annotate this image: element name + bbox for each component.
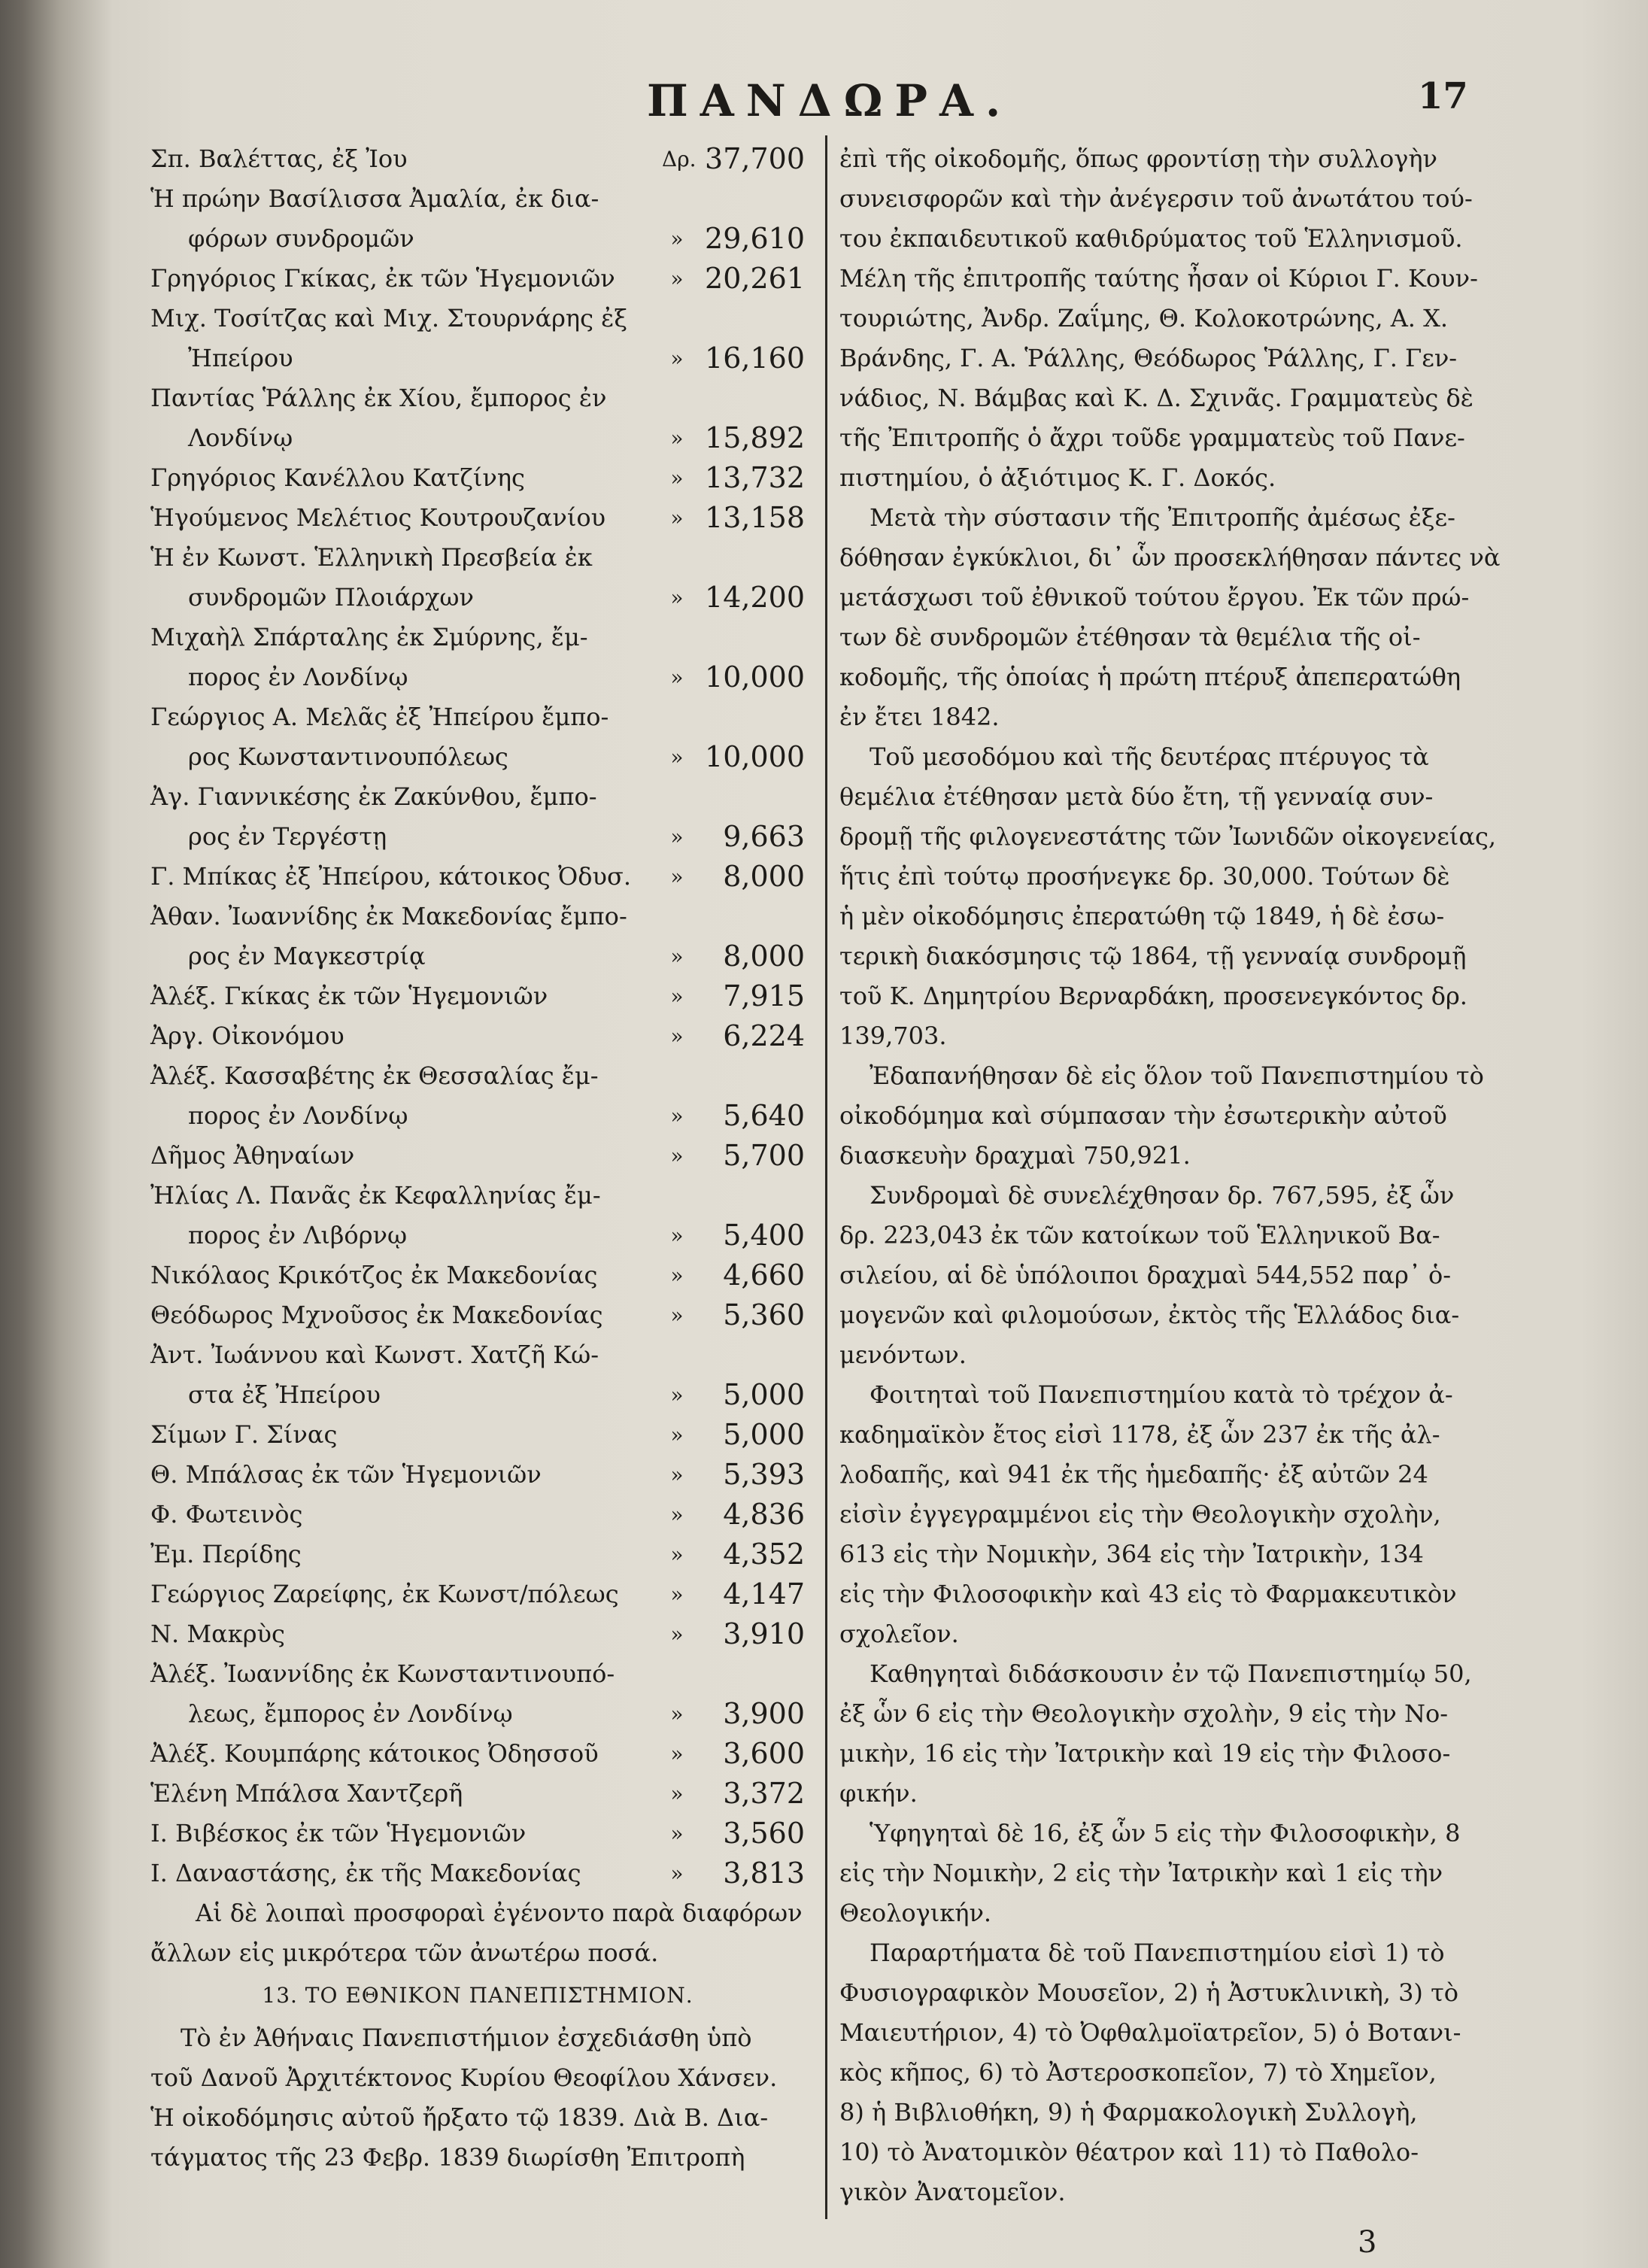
donor-name: Ν. Μακρὺς bbox=[150, 1620, 285, 1648]
text-line: φικήν. bbox=[839, 1779, 918, 1808]
donation-amount: 7,915 bbox=[723, 979, 805, 1013]
donor-name: Ἀλέξ. Γκίκας ἐκ τῶν Ἡγεμονιῶν bbox=[150, 982, 548, 1010]
currency-mark: » bbox=[670, 1143, 684, 1168]
section-line: τάγματος τῆς 23 Φεβρ. 1839 διωρίσθη Ἐπιτροπὴ bbox=[150, 2143, 745, 2172]
currency-mark: » bbox=[670, 1303, 684, 1328]
donor-entry bbox=[150, 1335, 805, 1415]
donor-entry bbox=[150, 1415, 805, 1455]
text-line: 139,703. bbox=[839, 1022, 947, 1050]
column-divider bbox=[825, 135, 827, 2219]
donor-row bbox=[150, 737, 805, 777]
text-line: ἥτις ἐπὶ τούτῳ προσήνεγκε δρ. 30,000. Τούτων δὲ bbox=[839, 862, 1450, 891]
text-line: ἐν ἔτει 1842. bbox=[839, 703, 1000, 731]
text-line: διασκευὴν δραχμαὶ 750,921. bbox=[839, 1141, 1191, 1170]
donor-row bbox=[150, 1614, 805, 1654]
donor-row bbox=[150, 1136, 805, 1176]
donation-amount: 5,000 bbox=[723, 1378, 805, 1411]
donation-amount: 15,892 bbox=[705, 421, 805, 454]
currency-mark: » bbox=[670, 1582, 684, 1607]
text-line: ἡ μὲν οἰκοδόμησις ἐπερατώθη τῷ 1849, ἡ δὲ ἐσω- bbox=[839, 902, 1445, 931]
text-line: εἰς τὴν Φιλοσοφικὴν καὶ 43 εἰς τὸ Φαρμακευτικὸν bbox=[839, 1580, 1457, 1608]
section-line: Τὸ ἐν Ἀθήναις Πανεπιστήμιον ἐσχεδιάσθη ὑπὸ bbox=[181, 2024, 752, 2052]
donor-name-line: Ἀγ. Γιαννικέσης ἐκ Ζακύνθου, ἔμπο- bbox=[150, 782, 597, 811]
donor-name: Ι. Βιβέσκος ἐκ τῶν Ἡγεμονιῶν bbox=[150, 1819, 527, 1847]
donor-entry bbox=[150, 1255, 805, 1295]
closing-line: ἄλλων εἰς μικρότερα τῶν ἀνωτέρω ποσά. bbox=[150, 1939, 659, 1967]
donor-row bbox=[150, 1495, 805, 1535]
donor-entry bbox=[150, 1455, 805, 1495]
donor-row bbox=[150, 498, 805, 538]
text-line: ἐπὶ τῆς οἰκοδομῆς, ὅπως φροντίσῃ τὴν συλλογὴν bbox=[839, 144, 1437, 173]
donation-amount: 13,158 bbox=[705, 501, 805, 534]
donor-row bbox=[150, 1255, 805, 1295]
donation-amount: 10,000 bbox=[705, 660, 805, 694]
donation-amount: 10,000 bbox=[705, 740, 805, 773]
donor-row bbox=[150, 1535, 805, 1574]
paragraph bbox=[839, 498, 1501, 737]
currency-mark: » bbox=[670, 466, 684, 490]
donation-amount: 4,352 bbox=[723, 1538, 805, 1571]
donor-row bbox=[150, 1574, 805, 1614]
text-line: συνεισφορῶν καὶ τὴν ἀνέγερσιν τοῦ ἀνωτάτου τού- bbox=[839, 184, 1473, 213]
currency-mark: » bbox=[670, 585, 684, 610]
donor-entry bbox=[150, 1176, 805, 1255]
text-line: Φυσιογραφικὸν Μουσεῖον, 2) ἡ Ἀστυκλινικὴ, 3) τὸ bbox=[839, 1978, 1459, 2007]
currency-mark: » bbox=[670, 665, 684, 690]
donor-name-line: Μιχαὴλ Σπάρταλης ἐκ Σμύρνης, ἔμ- bbox=[150, 623, 588, 651]
donation-amount: 29,610 bbox=[705, 222, 805, 255]
currency-mark: » bbox=[670, 1502, 684, 1527]
donation-amount: 8,000 bbox=[723, 860, 805, 893]
text-line: Βράνδης, Γ. Α. Ῥάλλης, Θεόδωρος Ῥάλλης, Γ. Γεν- bbox=[839, 344, 1458, 372]
text-line: Ὑφηγηταὶ δὲ 16, ἐξ ὧν 5 εἰς τὴν Φιλοσοφικὴν, 8 bbox=[870, 1819, 1461, 1847]
donor-row bbox=[150, 1016, 805, 1056]
donor-row bbox=[150, 219, 805, 259]
donor-entry bbox=[150, 1295, 805, 1335]
paragraph bbox=[839, 737, 1497, 1056]
donation-amount: 3,600 bbox=[723, 1737, 805, 1770]
text-line: τῆς Ἐπιτροπῆς ὁ ἄχρι τοῦδε γραμματεὺς τοῦ Πανε- bbox=[839, 424, 1465, 452]
donation-amount: 4,836 bbox=[723, 1498, 805, 1531]
donor-entry bbox=[150, 897, 805, 976]
text-line: δρομῇ τῆς φιλογενεστάτης τῶν Ἰωνιδῶν οἰκογενείας, bbox=[839, 822, 1497, 851]
section-intro bbox=[150, 2018, 805, 2178]
donor-name: Γρηγόριος Γκίκας, ἐκ τῶν Ἡγεμονιῶν bbox=[150, 264, 615, 293]
donor-name: Ἑλένη Μπάλσα Χαντζερῆ bbox=[150, 1779, 463, 1808]
donor-name: Θεόδωρος Μχνοῦσος ἐκ Μακεδονίας bbox=[150, 1301, 603, 1329]
text-line: εἰς τὴν Νομικὴν, 2 εἰς τὴν Ἰατρικὴν καὶ 1 εἰς τὴν bbox=[839, 1859, 1443, 1887]
donor-name: πορος ἐν Λιβόρνῳ bbox=[188, 1221, 408, 1249]
donor-name: Ἠπείρου bbox=[188, 344, 293, 372]
currency-mark: » bbox=[670, 346, 684, 371]
text-line: ἐξ ὧν 6 εἰς τὴν Θεολογικὴν σχολὴν, 9 εἰς τὴν Νο- bbox=[839, 1699, 1449, 1728]
donation-amount: 3,910 bbox=[723, 1617, 805, 1650]
donor-name-line: Γεώργιος Α. Μελᾶς ἐξ Ἠπείρου ἔμπο- bbox=[150, 703, 609, 731]
donation-amount: 3,900 bbox=[723, 1697, 805, 1730]
donor-entry bbox=[150, 1654, 805, 1734]
donor-name: Ἡγούμενος Μελέτιος Κουτρουζανίου bbox=[150, 503, 606, 532]
text-line: των δὲ συνδρομῶν ἐτέθησαν τὰ θεμέλια τῆς οἰ- bbox=[839, 623, 1421, 651]
text-line: Μετὰ τὴν σύστασιν τῆς Ἐπιτροπῆς ἀμέσως ἐξε- bbox=[870, 503, 1455, 532]
text-line: λοδαπῆς, καὶ 941 ἐκ τῆς ἡμεδαπῆς· ἐξ αὐτῶν 24 bbox=[839, 1460, 1428, 1489]
currency-mark: » bbox=[670, 1781, 684, 1806]
donor-entry bbox=[150, 1614, 805, 1654]
text-line: τουριώτης, Ἀνδρ. Ζαΐμης, Θ. Κολοκοτρώνης, Α. Χ. bbox=[839, 304, 1449, 332]
donation-amount: 5,360 bbox=[723, 1298, 805, 1331]
donor-entry bbox=[150, 498, 805, 538]
donor-name: Σίμων Γ. Σίνας bbox=[150, 1420, 338, 1449]
paragraph bbox=[839, 1933, 1475, 2212]
donor-row bbox=[150, 1774, 805, 1814]
currency-mark: » bbox=[670, 266, 684, 291]
text-line: Φοιτηταὶ τοῦ Πανεπιστημίου κατὰ τὸ τρέχον ἀ- bbox=[870, 1380, 1453, 1409]
donation-amount: 3,372 bbox=[723, 1777, 805, 1810]
text-line: τερικὴ διακόσμησις τῷ 1864, τῇ γενναίᾳ συνδρομῇ bbox=[839, 942, 1467, 970]
section-line: Ἡ οἰκοδόμησις αὐτοῦ ἤρξατο τῷ 1839. Διὰ Β. Δια- bbox=[150, 2103, 769, 2132]
donation-amount: 9,663 bbox=[723, 820, 805, 853]
text-line: σιλείου, αἱ δὲ ὑπόλοιποι δραχμαὶ 544,552 παρ᾽ ὁ- bbox=[839, 1261, 1452, 1289]
donation-amount: 5,640 bbox=[723, 1099, 805, 1132]
donor-entry bbox=[150, 458, 805, 498]
donor-row bbox=[150, 339, 805, 378]
donor-name-line: Παντίας Ῥάλλης ἐκ Χίου, ἔμπορος ἐν bbox=[150, 384, 607, 412]
text-line: καδημαϊκὸν ἔτος εἰσὶ 1178, ἐξ ὧν 237 ἐκ τῆς ἀλ- bbox=[839, 1420, 1440, 1449]
right-column bbox=[839, 139, 1501, 2212]
closing-line: Αἱ δὲ λοιπαὶ προσφοραὶ ἐγένοντο παρὰ διαφόρων bbox=[196, 1899, 803, 1927]
donor-list bbox=[150, 139, 805, 1893]
donation-amount: 20,261 bbox=[705, 262, 805, 295]
text-line: μενόντων. bbox=[839, 1340, 967, 1369]
text-line: 613 εἰς τὴν Νομικὴν, 364 εἰς τὴν Ἰατρικὴν, 134 bbox=[839, 1540, 1424, 1568]
donation-amount: 5,700 bbox=[723, 1139, 805, 1172]
donor-row bbox=[150, 1295, 805, 1335]
donor-entry bbox=[150, 378, 805, 458]
donor-entry bbox=[150, 857, 805, 897]
donor-name: Λονδίνῳ bbox=[188, 424, 293, 452]
paragraph bbox=[839, 139, 1478, 498]
paragraph bbox=[839, 1814, 1475, 1933]
currency-mark: » bbox=[670, 1741, 684, 1766]
donor-entry bbox=[150, 1136, 805, 1176]
closing-note bbox=[150, 1893, 805, 1973]
donor-name: λεως, ἔμπορος ἐν Λονδίνῳ bbox=[188, 1699, 513, 1728]
donor-name: ρος ἐν Μαγκεστρίᾳ bbox=[188, 942, 426, 970]
paragraph bbox=[839, 1056, 1484, 1176]
donor-entry bbox=[150, 179, 805, 259]
donor-name: φόρων συνδρομῶν bbox=[188, 224, 414, 253]
donor-entry bbox=[150, 1854, 805, 1893]
donor-entry bbox=[150, 1814, 805, 1854]
donor-name: Γεώργιος Ζαρείφης, ἐκ Κωνστ/πόλεως bbox=[150, 1580, 619, 1608]
donor-entry bbox=[150, 139, 805, 179]
donation-amount: 5,393 bbox=[723, 1458, 805, 1491]
donation-amount: 5,000 bbox=[723, 1418, 805, 1451]
donor-name: Φ. Φωτεινὸς bbox=[150, 1500, 303, 1529]
donation-amount: 4,660 bbox=[723, 1258, 805, 1292]
donor-entry bbox=[150, 1734, 805, 1774]
paragraph bbox=[839, 1654, 1475, 1814]
text-line: νάδιος, Ν. Βάμβας καὶ Κ. Δ. Σχινᾶς. Γραμματεὺς δὲ bbox=[839, 384, 1473, 412]
paragraph bbox=[839, 1375, 1475, 1654]
donor-row bbox=[150, 1216, 805, 1255]
donation-amount: 14,200 bbox=[705, 581, 805, 614]
text-line: τοῦ Κ. Δημητρίου Βερναρδάκη, προσενεγκόντος δρ. bbox=[839, 982, 1467, 1010]
currency-mark: » bbox=[670, 1702, 684, 1726]
text-line: κὸς κῆπος, 6) τὸ Ἀστεροσκοπεῖον, 7) τὸ Χημεῖον, bbox=[839, 2058, 1437, 2087]
donor-name-line: Ἡ πρώην Βασίλισσα Ἀμαλία, ἐκ δια- bbox=[150, 184, 599, 213]
page-header bbox=[0, 69, 1648, 129]
donor-row bbox=[150, 1694, 805, 1734]
donor-entry bbox=[150, 1535, 805, 1574]
donor-entry bbox=[150, 259, 805, 299]
donor-entry bbox=[150, 1495, 805, 1535]
donor-entry bbox=[150, 697, 805, 777]
donor-name: Δῆμος Ἀθηναίων bbox=[150, 1141, 355, 1170]
donor-name: Ι. Δαναστάσης, ἐκ τῆς Μακεδονίας bbox=[150, 1859, 581, 1887]
text-line: Συνδρομαὶ δὲ συνελέχθησαν δρ. 767,595, ἐξ ὧν bbox=[870, 1181, 1455, 1210]
currency-mark: » bbox=[670, 745, 684, 770]
text-line: εἰσὶν ἐγγεγραμμένοι εἰς τὴν Θεολογικὴν σχολὴν, bbox=[839, 1500, 1441, 1529]
text-line: Μαιευτήριον, 4) τὸ Ὀφθαλμοϊατρεῖον, 5) ὁ Βοτανι- bbox=[839, 2018, 1461, 2047]
currency-mark: » bbox=[670, 824, 684, 849]
currency-mark: » bbox=[670, 506, 684, 530]
text-line: 10) τὸ Ἀνατομικὸν θέατρον καὶ 11) τὸ Παθολο- bbox=[839, 2138, 1419, 2166]
donor-entry bbox=[150, 976, 805, 1016]
text-line: σχολεῖον. bbox=[839, 1620, 959, 1648]
currency-mark: » bbox=[670, 1462, 684, 1487]
donor-entry bbox=[150, 1016, 805, 1056]
currency-mark: » bbox=[670, 1383, 684, 1407]
donor-row bbox=[150, 1814, 805, 1854]
currency-mark: » bbox=[670, 1263, 684, 1288]
donation-amount: 4,147 bbox=[723, 1577, 805, 1611]
text-line: οἰκοδόμημα καὶ σύμπασαν τὴν ἐσωτερικὴν αὐτοῦ bbox=[839, 1101, 1447, 1130]
donor-entry bbox=[150, 618, 805, 697]
donor-row bbox=[150, 1096, 805, 1136]
currency-mark: » bbox=[670, 864, 684, 889]
donor-name-line: Μιχ. Τοσίτζας καὶ Μιχ. Στουρνάρης ἐξ bbox=[150, 304, 627, 332]
currency-mark: » bbox=[670, 1821, 684, 1846]
section-line: τοῦ Δανοῦ Ἀρχιτέκτονος Κυρίου Θεοφίλου Χάνσεν. bbox=[150, 2063, 778, 2092]
text-line: του ἐκπαιδευτικοῦ καθιδρύματος τοῦ Ἑλληνισμοῦ. bbox=[839, 224, 1463, 253]
donor-name: Θ. Μπάλσας ἐκ τῶν Ἡγεμονιῶν bbox=[150, 1460, 542, 1489]
donor-name: πορος ἐν Λονδίνῳ bbox=[188, 1101, 408, 1130]
donor-entry bbox=[150, 1774, 805, 1814]
section-title: 13. ΤΟ ΕΘΝΙΚΟΝ ΠΑΝΕΠΙΣΤΗΜΙΟΝ. bbox=[262, 1983, 693, 2008]
paragraph bbox=[839, 1176, 1475, 1375]
currency-mark: » bbox=[670, 1542, 684, 1567]
donation-amount: 13,732 bbox=[705, 461, 805, 494]
donor-row bbox=[150, 1455, 805, 1495]
donor-entry bbox=[150, 299, 805, 378]
donor-row bbox=[150, 139, 805, 179]
currency-mark: » bbox=[670, 1104, 684, 1128]
donor-row bbox=[150, 857, 805, 897]
donor-row bbox=[150, 1415, 805, 1455]
donation-amount: 3,560 bbox=[723, 1817, 805, 1850]
page-number: 17 bbox=[1418, 75, 1468, 117]
currency-mark: » bbox=[670, 944, 684, 969]
currency-mark: Δρ. bbox=[662, 147, 697, 172]
currency-mark: » bbox=[670, 1861, 684, 1886]
donation-amount: 3,813 bbox=[723, 1857, 805, 1890]
currency-mark: » bbox=[670, 1422, 684, 1447]
text-line: κοδομῆς, τῆς ὁποίας ἡ πρώτη πτέρυξ ἀπεπερατώθη bbox=[839, 663, 1461, 691]
text-line: δόθησαν ἐγκύκλιοι, δι᾽ ὧν προσεκλήθησαν πάντες νὰ bbox=[839, 543, 1501, 572]
donor-name: Ἐμ. Περίδης bbox=[150, 1540, 302, 1568]
currency-mark: » bbox=[670, 984, 684, 1009]
donor-name-line: Ἀντ. Ἰωάννου καὶ Κωνστ. Χατζῆ Κώ- bbox=[150, 1340, 599, 1369]
text-line: Θεολογικήν. bbox=[839, 1899, 992, 1927]
donor-entry bbox=[150, 1574, 805, 1614]
donor-row bbox=[150, 578, 805, 618]
journal-title: ΠΑΝΔΩΡΑ. bbox=[647, 75, 1013, 126]
donor-name: Νικόλαος Κρικότζος ἐκ Μακεδονίας bbox=[150, 1261, 598, 1289]
donor-name-line: Ἀλέξ. Ἰωαννίδης ἐκ Κωνσταντινουπό- bbox=[150, 1659, 615, 1688]
text-line: θεμέλια ἐτέθησαν μετὰ δύο ἔτη, τῇ γενναίᾳ συν- bbox=[839, 782, 1434, 811]
donor-name: συνδρομῶν Πλοιάρχων bbox=[188, 583, 474, 612]
text-line: γικὸν Ἀνατομεῖον. bbox=[839, 2178, 1066, 2206]
donor-entry bbox=[150, 538, 805, 618]
text-line: Μέλη τῆς ἐπιτροπῆς ταύτης ἦσαν οἱ Κύριοι Γ. Κουν- bbox=[839, 264, 1478, 293]
signature-mark: 3 bbox=[1358, 2225, 1377, 2260]
donation-amount: 6,224 bbox=[723, 1019, 805, 1052]
donor-row bbox=[150, 976, 805, 1016]
donor-name: Ἀργ. Οἰκονόμου bbox=[150, 1022, 344, 1050]
text-line: μογενῶν καὶ φιλομούσων, ἐκτὸς τῆς Ἑλλάδος δια- bbox=[839, 1301, 1460, 1329]
text-line: δρ. 223,043 ἐκ τῶν κατοίκων τοῦ Ἑλληνικοῦ Βα- bbox=[839, 1221, 1440, 1249]
donor-name-line: Ἀλέξ. Κασσαβέτης ἐκ Θεσσαλίας ἔμ- bbox=[150, 1061, 599, 1090]
donor-name: ρος Κωνσταντινουπόλεως bbox=[188, 742, 508, 771]
donor-name: Γ. Μπίκας ἐξ Ἠπείρου, κάτοικος Ὀδυσ. bbox=[150, 862, 631, 891]
donor-row bbox=[150, 458, 805, 498]
text-line: πιστημίου, ὁ ἀξιότιμος Κ. Γ. Δοκός. bbox=[839, 463, 1276, 492]
text-line: Τοῦ μεσοδόμου καὶ τῆς δευτέρας πτέρυγος τὰ bbox=[870, 742, 1429, 771]
donation-amount: 5,400 bbox=[723, 1219, 805, 1252]
donor-row bbox=[150, 1375, 805, 1415]
donor-row bbox=[150, 418, 805, 458]
text-line: μετάσχωσι τοῦ ἐθνικοῦ τούτου ἔργου. Ἐκ τῶν πρώ- bbox=[839, 583, 1470, 612]
donor-row bbox=[150, 817, 805, 857]
currency-mark: » bbox=[670, 1622, 684, 1647]
donor-row bbox=[150, 1854, 805, 1893]
donor-row bbox=[150, 937, 805, 976]
donor-name: Σπ. Βαλέττας, ἐξ Ἰου bbox=[150, 144, 408, 173]
donor-name: ρος ἐν Τεργέστῃ bbox=[188, 822, 387, 851]
donor-name-line: Ἡ ἐν Κωνστ. Ἑλληνικὴ Πρεσβεία ἐκ bbox=[150, 543, 593, 572]
text-line: Καθηγηταὶ διδάσκουσιν ἐν τῷ Πανεπιστημίῳ 50, bbox=[870, 1659, 1472, 1688]
currency-mark: » bbox=[670, 226, 684, 251]
donor-row bbox=[150, 657, 805, 697]
text-line: 8) ἡ Βιβλιοθήκη, 9) ἡ Φαρμακολογικὴ Συλλογὴ, bbox=[839, 2098, 1418, 2127]
donor-entry bbox=[150, 1056, 805, 1136]
donation-amount: 37,700 bbox=[705, 142, 805, 175]
left-column bbox=[150, 139, 805, 2178]
text-line: μικὴν, 16 εἰς τὴν Ἰατρικὴν καὶ 19 εἰς τὴν Φιλοσο- bbox=[839, 1739, 1451, 1768]
donation-amount: 16,160 bbox=[705, 342, 805, 375]
donor-row bbox=[150, 259, 805, 299]
currency-mark: » bbox=[670, 426, 684, 451]
donor-name: στα ἐξ Ἠπείρου bbox=[188, 1380, 381, 1409]
donor-name-line: Ἠλίας Λ. Πανᾶς ἐκ Κεφαλληνίας ἔμ- bbox=[150, 1181, 601, 1210]
donor-name: Γρηγόριος Κανέλλου Κατζίνης bbox=[150, 463, 525, 492]
currency-mark: » bbox=[670, 1223, 684, 1248]
text-line: Ἐδαπανήθησαν δὲ εἰς ὅλον τοῦ Πανεπιστημίου τὸ bbox=[870, 1061, 1484, 1090]
donor-name: πορος ἐν Λονδίνῳ bbox=[188, 663, 408, 691]
donation-amount: 8,000 bbox=[723, 940, 805, 973]
currency-mark: » bbox=[670, 1024, 684, 1049]
donor-name-line: Ἀθαν. Ἰωαννίδης ἐκ Μακεδονίας ἔμπο- bbox=[150, 902, 627, 931]
donor-entry bbox=[150, 777, 805, 857]
donor-row bbox=[150, 1734, 805, 1774]
text-line: Παραρτήματα δὲ τοῦ Πανεπιστημίου εἰσὶ 1) τὸ bbox=[870, 1939, 1445, 1967]
donor-name: Ἀλέξ. Κουμπάρης κάτοικος Ὀδησσοῦ bbox=[150, 1739, 599, 1768]
